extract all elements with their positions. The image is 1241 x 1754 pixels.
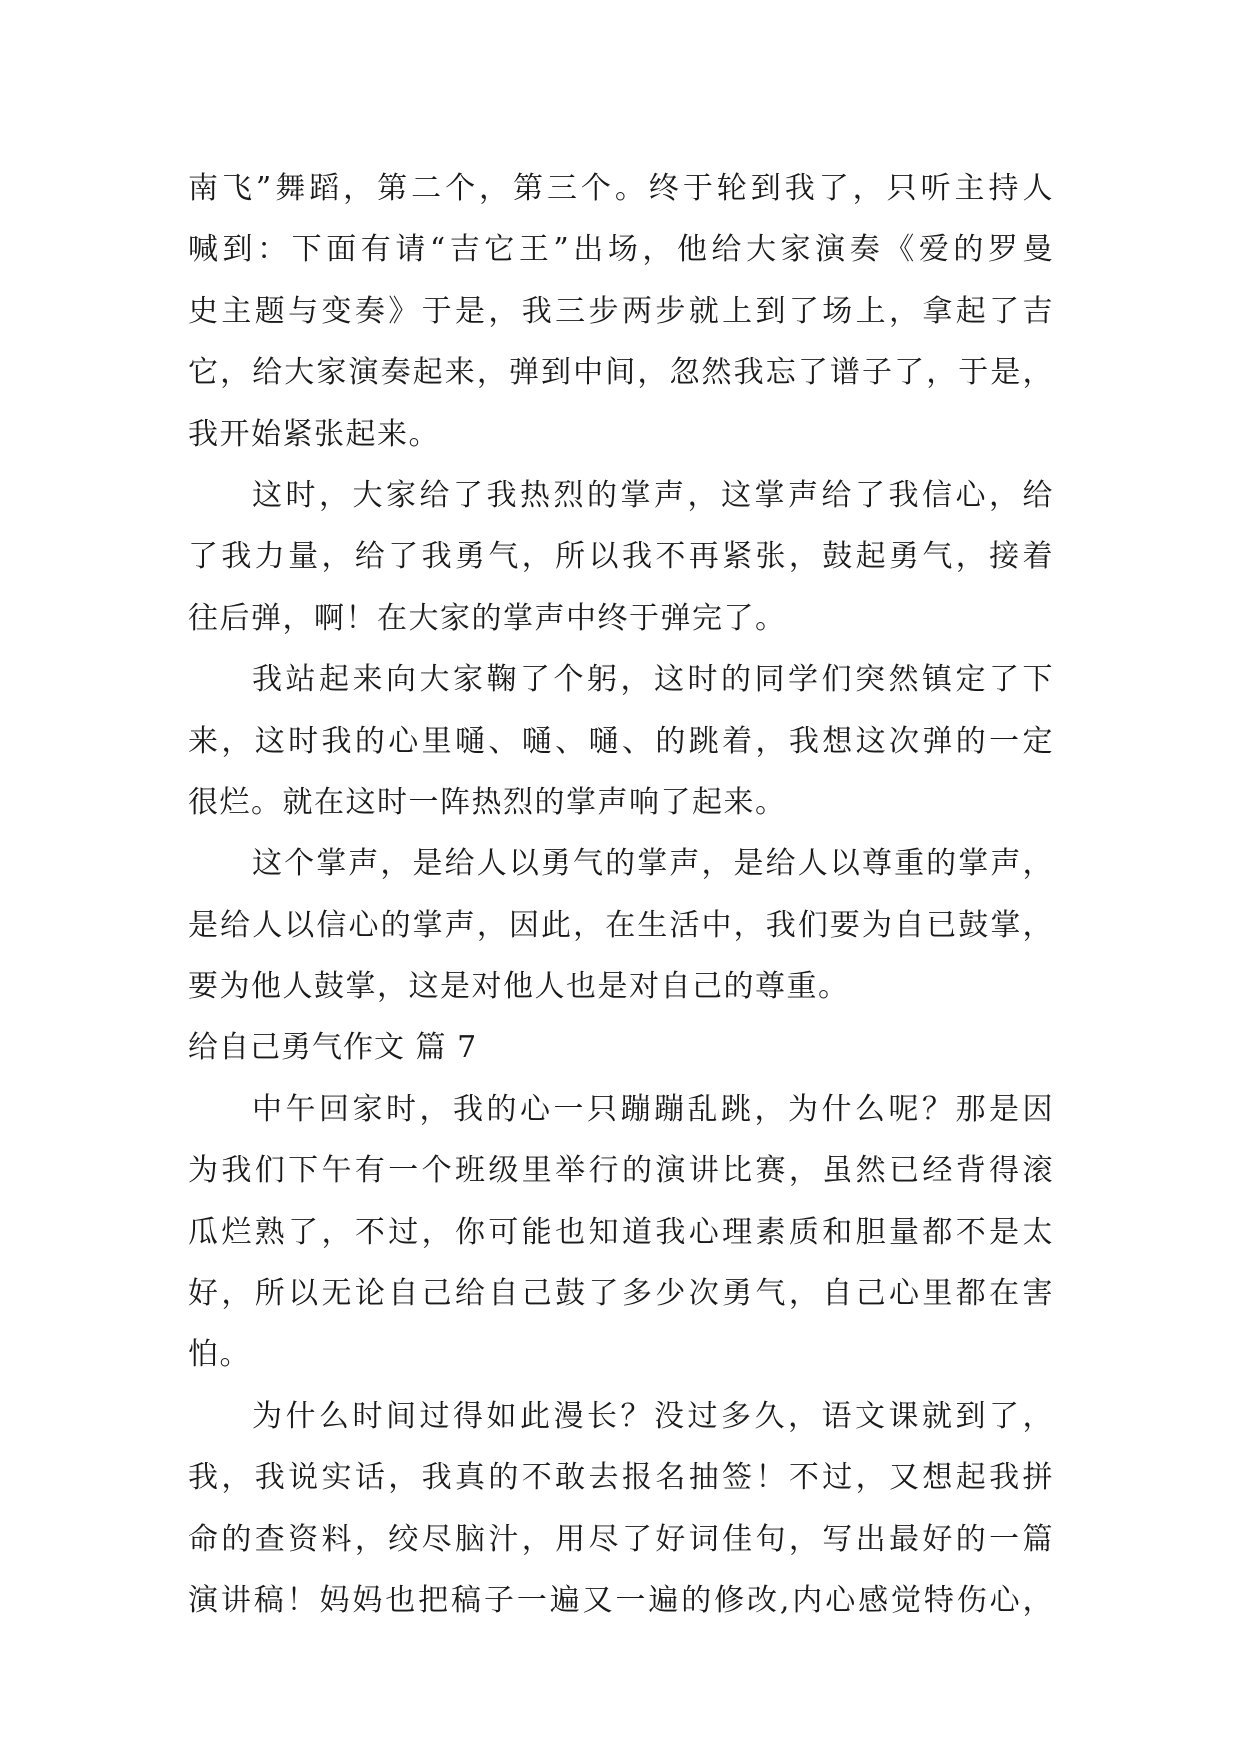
text-line: 了我力量，给了我勇气，所以我不再紧张，鼓起勇气，接着 (188, 539, 1054, 575)
text-line: 要为他人鼓掌，这是对他人也是对自己的尊重。 (188, 969, 850, 1005)
text-line: 很烂。就在这时一阵热烈的掌声响了起来。 (188, 784, 787, 820)
paragraph (188, 158, 1054, 465)
text-line: 为我们下午有一个班级里举行的演讲比赛，虽然已经背得滚 (188, 1153, 1054, 1189)
text-line: 它，给大家演奏起来，弹到中间，忽然我忘了谱子了，于是， (188, 355, 1054, 391)
text-line: 喊到：下面有请“吉它王”出场，他给大家演奏《爱的罗曼 (188, 232, 1054, 268)
paragraph (188, 833, 1054, 1017)
text-line: 好，所以无论自己给自己鼓了多少次勇气，自己心里都在害 (188, 1276, 1054, 1312)
text-line: 来，这时我的心里嗵、嗵、嗵、的跳着，我想这次弹的一定 (188, 723, 1054, 759)
document-page (188, 158, 1054, 1631)
section-heading: 给自己勇气作文 篇 7 (188, 1030, 478, 1066)
text-line: 为什么时间过得如此漫长？没过多久，语文课就到了， (252, 1398, 1054, 1434)
text-line: 中午回家时，我的心一只蹦蹦乱跳，为什么呢？那是因 (252, 1091, 1054, 1127)
text-line: 我站起来向大家鞠了个躬，这时的同学们突然镇定了下 (252, 662, 1054, 698)
text-line: 演讲稿！妈妈也把稿子一遍又一遍的修改,内心感觉特伤心， (188, 1582, 1054, 1618)
paragraph (188, 1079, 1054, 1386)
text-line: 命的查资料，绞尽脑汁，用尽了好词佳句，写出最好的一篇 (188, 1521, 1054, 1557)
text-line: 这时，大家给了我热烈的掌声，这掌声给了我信心，给 (252, 477, 1054, 513)
text-line: 怕。 (188, 1337, 251, 1373)
text-line: 南飞”舞蹈，第二个，第三个。终于轮到我了，只听主持人 (188, 171, 1054, 206)
paragraph (188, 649, 1054, 833)
text-line: 我开始紧张起来。 (188, 416, 440, 452)
text-line: 是给人以信心的掌声，因此，在生活中，我们要为自已鼓掌， (188, 907, 1054, 943)
paragraph (188, 465, 1054, 649)
text-line: 史主题与变奏》于是，我三步两步就上到了场上，拿起了吉 (188, 293, 1054, 329)
text-line: 这个掌声，是给人以勇气的掌声，是给人以尊重的掌声， (252, 846, 1054, 882)
paragraph (188, 1386, 1054, 1632)
text-line: 往后弹，啊！在大家的掌声中终于弹完了。 (188, 600, 787, 636)
text-line: 瓜烂熟了，不过，你可能也知道我心理素质和胆量都不是太 (188, 1214, 1054, 1250)
text-line: 我，我说实话，我真的不敢去报名抽签！不过，又想起我拼 (188, 1460, 1054, 1496)
